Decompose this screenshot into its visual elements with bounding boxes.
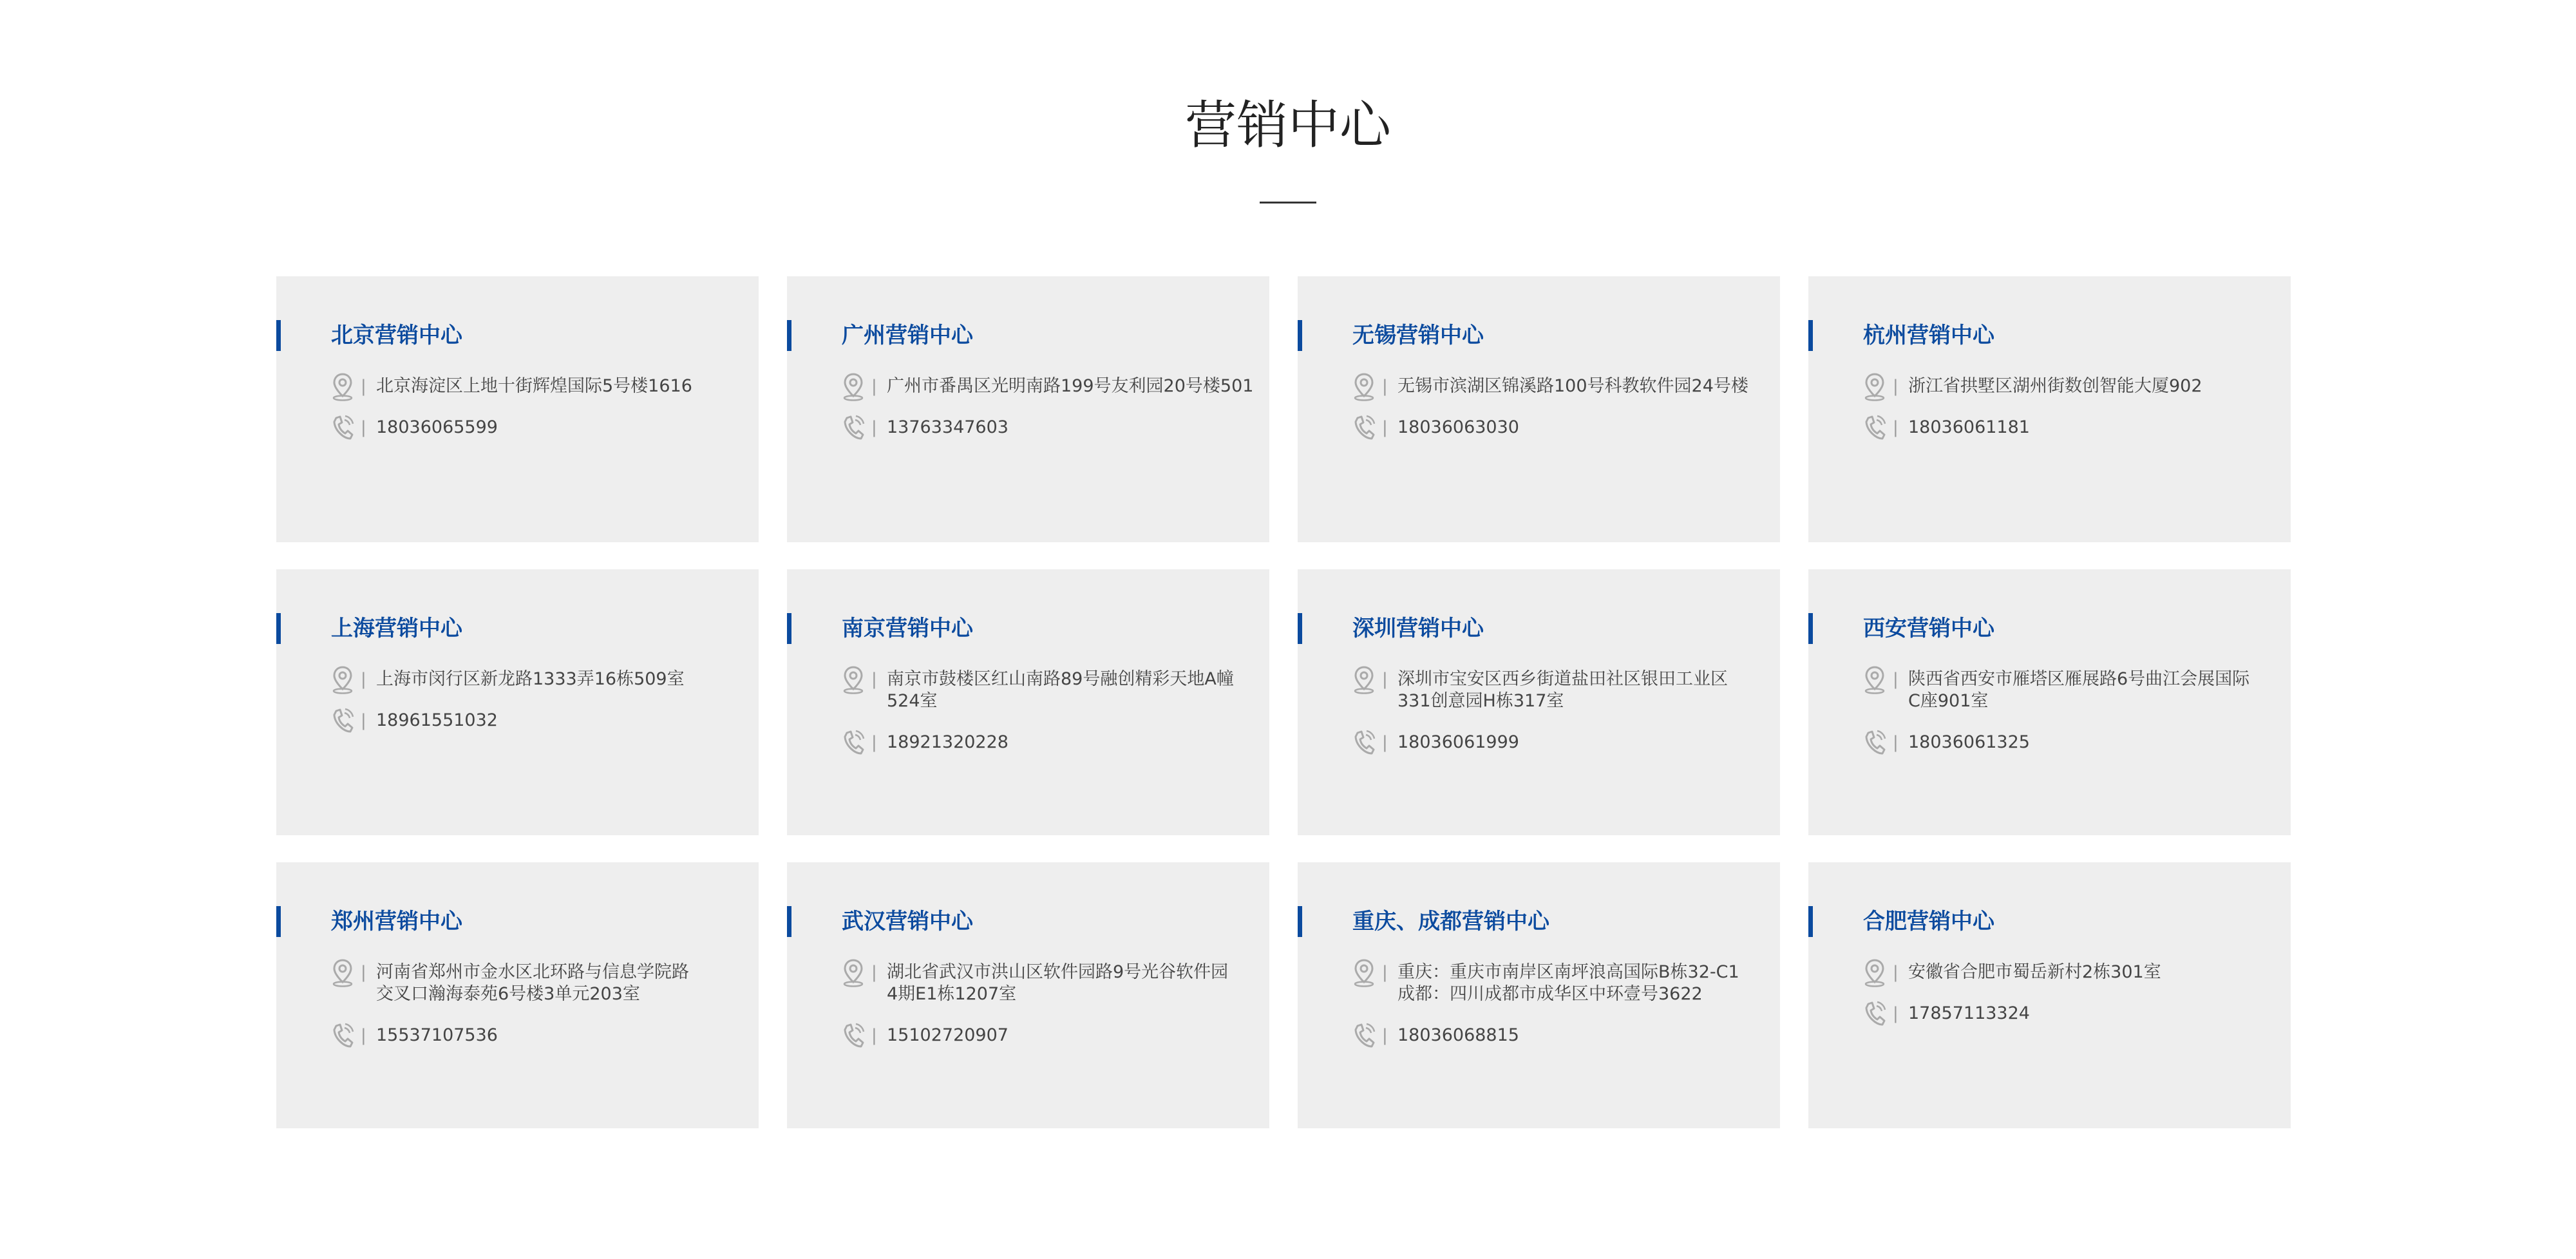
card-accent-bar (276, 320, 281, 351)
address-line: 成都：四川成都市成华区中环壹号3622 (1397, 984, 1703, 1004)
separator: | (1382, 418, 1388, 437)
separator: | (871, 418, 877, 437)
card-accent-bar (1298, 906, 1302, 937)
center-card (276, 569, 759, 835)
address-row (842, 668, 1247, 712)
phone-icon (1863, 414, 1886, 442)
card-accent-bar (1298, 613, 1302, 644)
center-card (1298, 569, 1780, 835)
separator: | (1893, 733, 1899, 752)
separator: | (871, 670, 877, 689)
card-accent-bar (787, 613, 791, 644)
phone-row (1352, 1025, 1758, 1050)
center-card (787, 569, 1269, 835)
phone-icon (1352, 1022, 1376, 1050)
center-name: 合肥营销中心 (1863, 909, 1994, 934)
address-text (1397, 668, 1758, 712)
center-name: 西安营销中心 (1863, 616, 1994, 641)
location-pin-icon (1352, 373, 1376, 401)
phone-number[interactable]: 15102720907 (887, 1025, 1009, 1045)
address-text (887, 668, 1247, 712)
address-line: 河南省郑州市金水区北环路与信息学院路 (376, 962, 689, 982)
separator: | (1382, 670, 1388, 689)
phone-row (842, 1025, 1247, 1050)
address-row (1863, 961, 2269, 987)
card-accent-bar (1808, 613, 1813, 644)
address-line: 524室 (887, 691, 938, 711)
center-name: 郑州营销中心 (331, 909, 462, 934)
center-name: 南京营销中心 (842, 616, 973, 641)
address-text (1908, 375, 2269, 397)
address-row (842, 375, 1254, 401)
separator: | (871, 963, 877, 982)
address-line: 331创意园H栋317室 (1397, 691, 1564, 711)
address-row (331, 668, 737, 694)
address-line: 北京海淀区上地十街辉煌国际5号楼1616 (376, 376, 692, 396)
phone-number[interactable]: 18921320228 (887, 732, 1009, 752)
phone-number[interactable]: 18036065599 (376, 417, 498, 437)
phone-icon (1352, 729, 1376, 757)
card-accent-bar (1298, 320, 1302, 351)
phone-row (1863, 1003, 2269, 1028)
separator: | (361, 963, 366, 982)
center-card (787, 276, 1269, 542)
card-accent-bar (787, 906, 791, 937)
location-pin-icon (1863, 373, 1886, 401)
phone-row (1352, 417, 1758, 442)
phone-number[interactable]: 18036063030 (1397, 417, 1519, 437)
address-text (887, 375, 1254, 397)
phone-row (1352, 732, 1758, 757)
address-row (1352, 668, 1758, 712)
location-pin-icon (842, 373, 865, 401)
location-pin-icon (1863, 666, 1886, 694)
center-name: 无锡营销中心 (1352, 323, 1484, 348)
center-name: 深圳营销中心 (1352, 616, 1484, 641)
address-line: 交叉口瀚海泰苑6号楼3单元203室 (376, 984, 640, 1004)
address-line: 浙江省拱墅区湖州街数创智能大厦902 (1908, 376, 2202, 396)
location-pin-icon (1352, 666, 1376, 694)
address-row (1352, 961, 1758, 1005)
separator: | (1382, 1026, 1388, 1045)
separator: | (361, 377, 366, 396)
separator: | (1382, 733, 1388, 752)
phone-icon (842, 1022, 865, 1050)
address-row (842, 961, 1247, 1005)
phone-number[interactable]: 15537107536 (376, 1025, 498, 1045)
address-row (331, 961, 737, 1005)
center-name: 上海营销中心 (331, 616, 462, 641)
location-pin-icon (842, 959, 865, 987)
phone-icon (331, 1022, 354, 1050)
separator: | (361, 1026, 366, 1045)
separator: | (1893, 418, 1899, 437)
phone-number[interactable]: 18036061999 (1397, 732, 1519, 752)
center-card (1808, 569, 2291, 835)
address-text (1397, 375, 1758, 397)
address-row (1863, 668, 2269, 712)
page-title: 营销中心 (1185, 95, 1391, 155)
address-line: 湖北省武汉市洪山区软件园路9号光谷软件园 (887, 962, 1229, 982)
phone-row (842, 732, 1247, 757)
location-pin-icon (331, 373, 354, 401)
location-pin-icon (1352, 959, 1376, 987)
address-text (887, 961, 1247, 1005)
address-text (376, 961, 737, 1005)
center-name: 武汉营销中心 (842, 909, 973, 934)
location-pin-icon (842, 666, 865, 694)
phone-row (1863, 417, 2269, 442)
phone-icon (1863, 1000, 1886, 1028)
center-name: 杭州营销中心 (1863, 323, 1994, 348)
phone-row (331, 1025, 737, 1050)
address-line: 无锡市滨湖区锦溪路100号科教软件园24号楼 (1397, 376, 1748, 396)
separator: | (1382, 377, 1388, 396)
address-line: 广州市番禺区光明南路199号友利园20号楼501 (887, 376, 1254, 396)
separator: | (1893, 377, 1899, 396)
phone-number[interactable]: 13763347603 (887, 417, 1009, 437)
address-line: 陕西省西安市雁塔区雁展路6号曲江会展国际 (1908, 669, 2250, 689)
address-row (1863, 375, 2269, 401)
address-line: 南京市鼓楼区红山南路89号融创精彩天地A幢 (887, 669, 1234, 689)
address-line: C座901室 (1908, 691, 1989, 711)
card-accent-bar (1808, 320, 1813, 351)
center-card (787, 862, 1269, 1128)
phone-number[interactable]: 18036061181 (1908, 417, 2030, 437)
phone-icon (1352, 414, 1376, 442)
phone-icon (842, 414, 865, 442)
separator: | (871, 733, 877, 752)
address-text (1397, 961, 1758, 1005)
marketing-center-grid (276, 276, 2291, 1128)
card-accent-bar (1808, 906, 1813, 937)
separator: | (1893, 1004, 1899, 1023)
location-pin-icon (331, 666, 354, 694)
separator: | (361, 670, 366, 689)
separator: | (871, 1026, 877, 1045)
separator: | (361, 711, 366, 730)
center-name: 广州营销中心 (842, 323, 973, 348)
center-card (1298, 276, 1780, 542)
separator: | (1382, 963, 1388, 982)
separator: | (1893, 670, 1899, 689)
address-text (376, 375, 737, 397)
address-line: 4期E1栋1207室 (887, 984, 1017, 1004)
phone-number[interactable]: 18036061325 (1908, 732, 2030, 752)
address-row (331, 375, 737, 401)
phone-row (331, 710, 737, 735)
separator: | (871, 377, 877, 396)
phone-row (842, 417, 1247, 442)
address-line: 深圳市宝安区西乡街道盐田社区银田工业区 (1397, 669, 1728, 689)
card-accent-bar (787, 320, 791, 351)
phone-icon (842, 729, 865, 757)
phone-icon (1863, 729, 1886, 757)
phone-number[interactable]: 18036068815 (1397, 1025, 1519, 1045)
phone-number[interactable]: 18961551032 (376, 710, 498, 730)
location-pin-icon (331, 959, 354, 987)
address-text (376, 668, 737, 690)
phone-icon (331, 707, 354, 735)
phone-number[interactable]: 17857113324 (1908, 1003, 2030, 1023)
center-name: 重庆、成都营销中心 (1352, 909, 1549, 934)
separator: | (361, 418, 366, 437)
center-card (1808, 862, 2291, 1128)
address-line: 安徽省合肥市蜀岳新村2栋301室 (1908, 962, 2161, 982)
title-divider (1260, 202, 1316, 204)
center-name: 北京营销中心 (331, 323, 462, 348)
phone-row (331, 417, 737, 442)
center-card (276, 862, 759, 1128)
phone-row (1863, 732, 2269, 757)
separator: | (1893, 963, 1899, 982)
address-row (1352, 375, 1758, 401)
center-card (276, 276, 759, 542)
card-accent-bar (276, 906, 281, 937)
center-card (1298, 862, 1780, 1128)
phone-icon (331, 414, 354, 442)
card-accent-bar (276, 613, 281, 644)
address-text (1908, 961, 2269, 983)
address-line: 上海市闵行区新龙路1333弄16栋509室 (376, 669, 685, 689)
location-pin-icon (1863, 959, 1886, 987)
address-text (1908, 668, 2269, 712)
center-card (1808, 276, 2291, 542)
address-line: 重庆：重庆市南岸区南坪浪高国际B栋32-C1 (1397, 962, 1739, 982)
